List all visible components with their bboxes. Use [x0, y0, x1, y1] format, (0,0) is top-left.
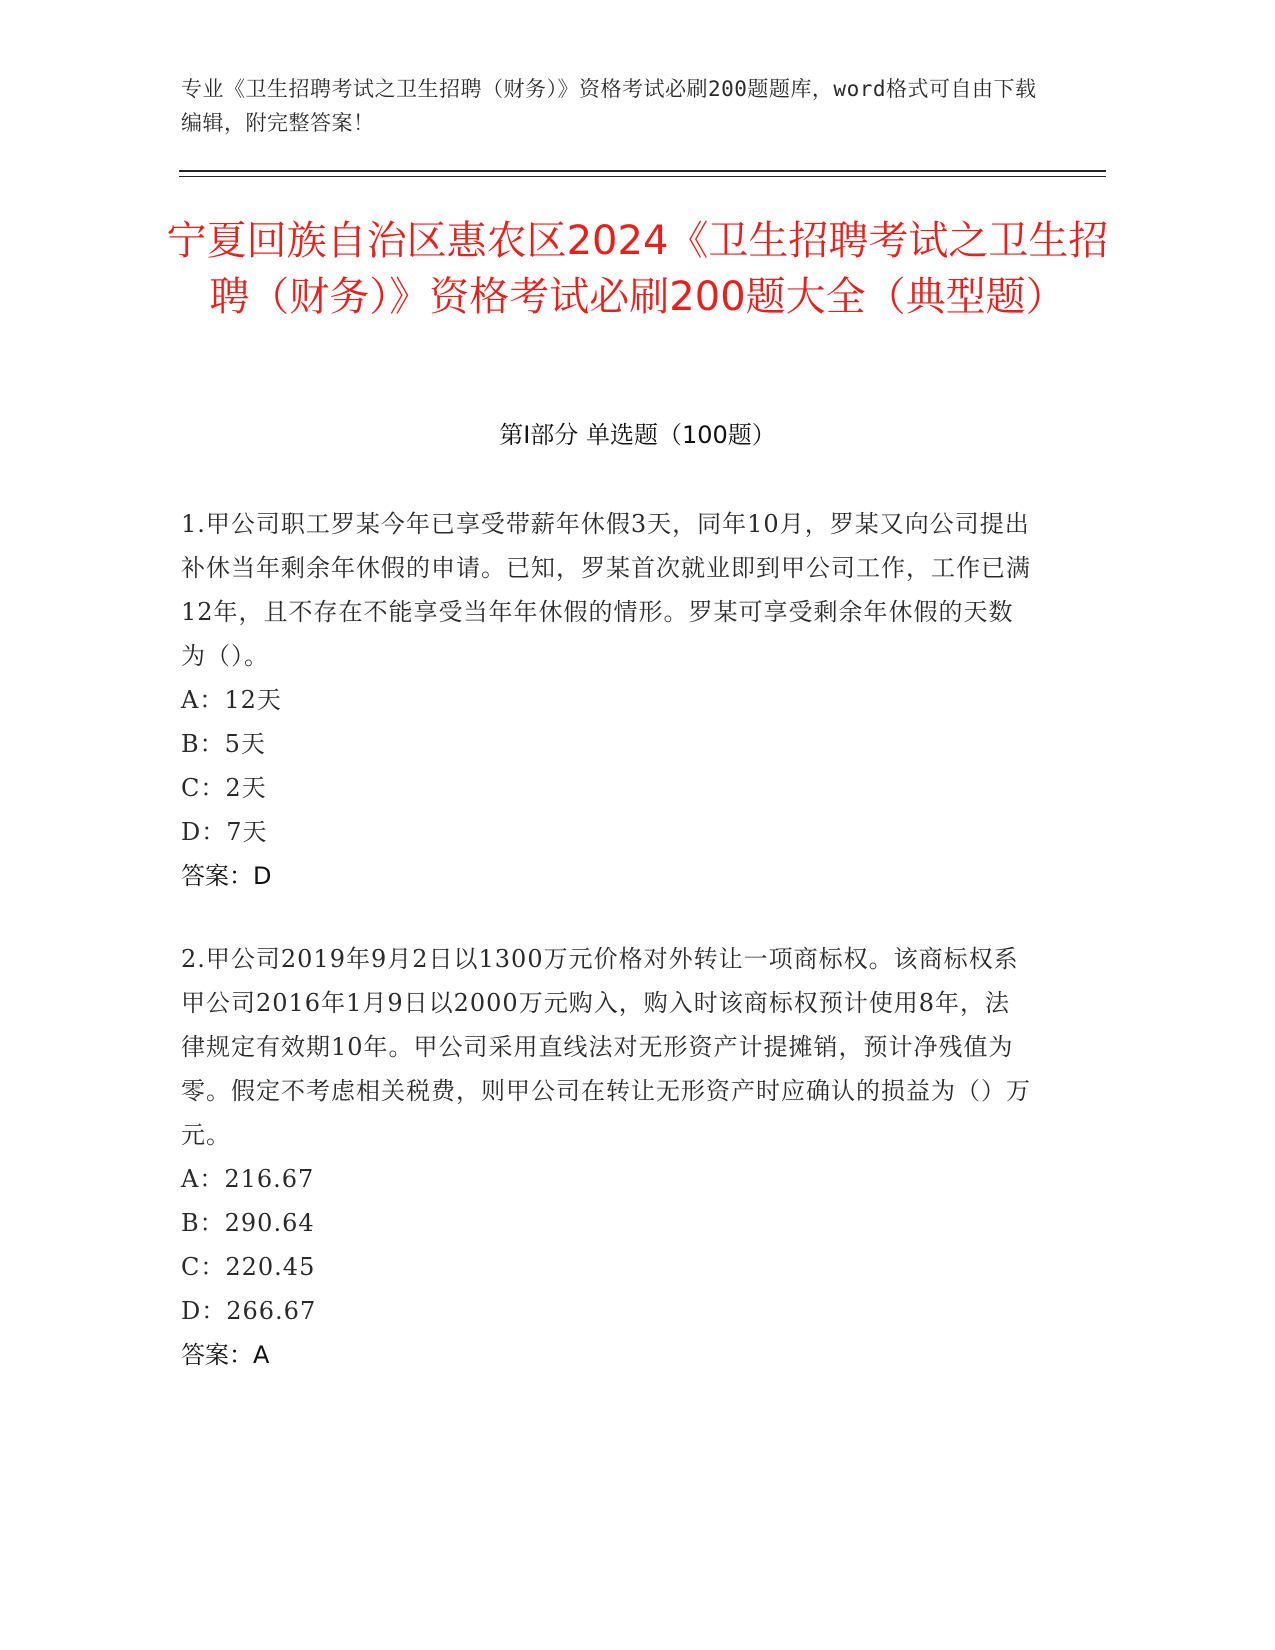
option-a: A：216.67: [181, 1165, 315, 1193]
header-divider-thin: [179, 176, 1106, 177]
option-d: D：7天: [181, 818, 268, 846]
answer-line: 答案：A: [181, 1341, 270, 1369]
document-title: 宁夏回族自治区惠农区2024《卫生招聘考试之卫生招聘（财务）》资格考试必刷200题大全（典型题）: [166, 218, 1109, 320]
option-b: B：5天: [181, 730, 266, 758]
question-stem: 2.甲公司2019年9月2日以1300万元价格对外转让一项商标权。该商标权系甲公司2016年1月9日以2000万元购入，购入时该商标权预计使用8年，法律规定有效期10年。甲公司采用直线法对无形资产计提摊销，预计净残值为零。假定不考虑相关税费，则甲公司在转让无形资产时应确认的损益为（）万元。: [181, 945, 1031, 1149]
question-stem: 1.甲公司职工罗某今年已享受带薪年休假3天，同年10月，罗某又向公司提出补休当年剩余年休假的申请。已知，罗某首次就业即到甲公司工作，工作已满12年，且不存在不能享受当年年休假的情形。罗某可享受剩余年休假的天数为（）。: [181, 510, 1031, 670]
option-a: A：12天: [181, 686, 282, 714]
option-b: B：290.64: [181, 1209, 315, 1237]
option-c: C：220.45: [181, 1253, 316, 1281]
header-divider-thick: [179, 170, 1106, 172]
option-c: C：2天: [181, 774, 267, 802]
option-d: D：266.67: [181, 1297, 317, 1325]
question-block: [181, 502, 1031, 898]
header-note: 专业《卫生招聘考试之卫生招聘（财务）》资格考试必刷200题题库，word格式可自由下载编辑，附完整答案！: [181, 77, 1037, 135]
answer-line: 答案：D: [181, 862, 272, 890]
question-block: [181, 937, 1031, 1377]
section-heading: 第Ⅰ部分 单选题（100题）: [499, 421, 776, 449]
